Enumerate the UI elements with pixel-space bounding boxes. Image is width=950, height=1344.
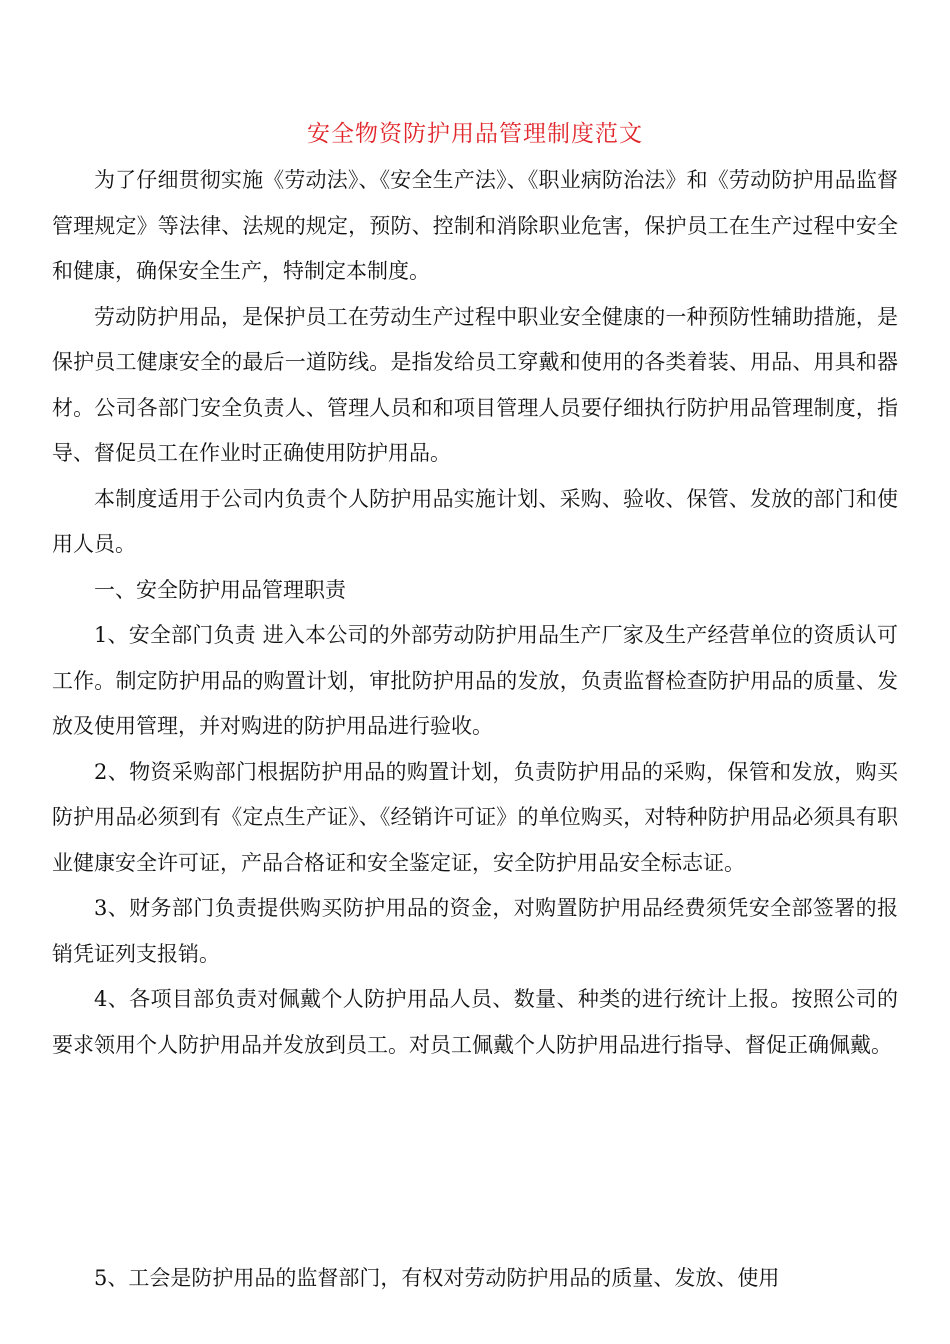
paragraph-item-4: 4、各项目部负责对佩戴个人防护用品人员、数量、种类的进行统计上报。按照公司的要求领用个人防护用品并发放到员工。对员工佩戴个人防护用品进行指导、督促正确佩戴。 bbox=[52, 987, 898, 1057]
section-heading-responsibilities: 一、安全防护用品管理职责 bbox=[94, 577, 346, 602]
paragraph-scope: 本制度适用于公司内负责个人防护用品实施计划、采购、验收、保管、发放的部门和使用人员。 bbox=[52, 486, 898, 556]
paragraph-item-5: 5、工会是防护用品的监督部门，有权对劳动防护用品的质量、发放、使用 bbox=[94, 1266, 780, 1290]
document-title: 安全物资防护用品管理制度范文 bbox=[307, 121, 643, 147]
paragraph-definition: 劳动防护用品，是保护员工在劳动生产过程中职业安全健康的一种预防性辅助措施，是保护员工健康安全的最后一道防线。是指发给员工穿戴和使用的各类着装、用品、用具和器材。公司各部门安全负责人、管理人员和和项目管理人员要仔细执行防护用品管理制度，指导、督促员工在作业时正确使用防护用品。 bbox=[52, 304, 898, 465]
paragraph-item-3: 3、财务部门负责提供购买防护用品的资金，对购置防护用品经费须凭安全部签署的报销凭证列支报销。 bbox=[52, 896, 898, 966]
document-body-continued bbox=[52, 1256, 898, 1302]
document-body bbox=[52, 158, 898, 1068]
paragraph-item-2: 2、物资采购部门根据防护用品的购置计划，负责防护用品的采购，保管和发放，购买防护用品必须到有《定点生产证》、《经销许可证》的单位购买，对特种防护用品必须具有职业健康安全许可证，产品合格证和安全鉴定证，安全防护用品安全标志证。 bbox=[52, 759, 898, 875]
paragraph-item-1: 1、安全部门负责 进入本公司的外部劳动防护用品生产厂家及生产经营单位的资质认可工作。制定防护用品的购置计划，审批防护用品的发放，负责监督检查防护用品的质量、发放及使用管理，并对购进的防护用品进行验收。 bbox=[52, 623, 898, 738]
paragraph-intro: 为了仔细贯彻实施《劳动法》、《安全生产法》、《职业病防治法》和《劳动防护用品监督管理规定》等法律、法规的规定，预防、控制和消除职业危害，保护员工在生产过程中安全和健康，确保安全生产，特制定本制度。 bbox=[52, 168, 898, 283]
